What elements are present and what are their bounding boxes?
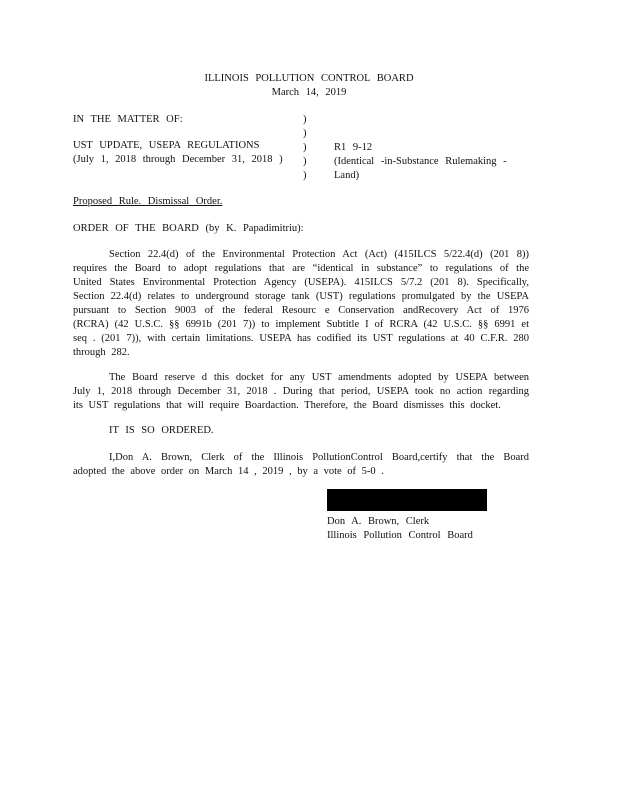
agency-heading: ILLINOIS POLLUTION CONTROL BOARD [204, 73, 414, 84]
body-paragraph-1: Section 22.4(d) of the Environmental Protection Act (Act) (415ILCS 5/22.4(d) (201 8)) requires the Board to adopt regulations that are “identical in substance” to regulations of the United States Environmental Protection Agency (USEPA). 415ILCS 5/7.2 (201 8). Specifically, Section 22.4(d) relates to underground storage tank (UST) regulations promulgated by the USEPA pursuant to Section 9003 of the federal Resourc e Conservation andRecovery Act of 1976 (RCRA) (42 U.S.C. §§ 6991b (201 7)) to implement Subtitle I of RCRA (42 U.S.C. §§ 6991 et seq . (201 7)), with certain limitations. USEPA has codified its UST regulations at 40 C.F.R. 280 through 282. [73, 249, 529, 358]
docket-number: R1 9-12 [334, 142, 373, 153]
so-ordered: IT IS SO ORDERED. [109, 425, 214, 436]
in-the-matter-label: IN THE MATTER OF: [73, 114, 183, 125]
caption-paren: ) [303, 156, 307, 167]
docket-type-line1: (Identical -in-Substance Rulemaking - [334, 156, 507, 167]
order-heading: ORDER OF THE BOARD (by K. Papadimitriu): [73, 223, 304, 234]
signature-organization: Illinois Pollution Control Board [327, 530, 473, 541]
order-date: March 14, 2019 [271, 87, 347, 98]
redacted-signature [327, 489, 487, 511]
caption-paren: ) [303, 170, 307, 181]
case-title-line1: UST UPDATE, USEPA REGULATIONS [73, 140, 260, 151]
clerk-certification: I,Don A. Brown, Clerk of the Illinois PollutionControl Board,certify that the Board adopted the above order on March 14 , 2019 , by a vote of 5-0 . [73, 452, 529, 477]
docket-type-line2: Land) [334, 170, 360, 181]
order-subject: Proposed Rule. Dismissal Order. [73, 196, 223, 207]
case-title-line2: (July 1, 2018 through December 31, 2018 ) [73, 154, 283, 165]
caption-paren: ) [303, 142, 307, 153]
signature-name-title: Don A. Brown, Clerk [327, 516, 430, 527]
caption-paren: ) [303, 114, 307, 125]
caption-paren: ) [303, 128, 307, 139]
body-paragraph-2: The Board reserve d this docket for any UST amendments adopted by USEPA between July 1, 2018 through December 31, 2018 . During that period, USEPA took no action regarding its UST regulations that will require Boardaction. Therefore, the Board dismisses this docket. [73, 372, 529, 411]
